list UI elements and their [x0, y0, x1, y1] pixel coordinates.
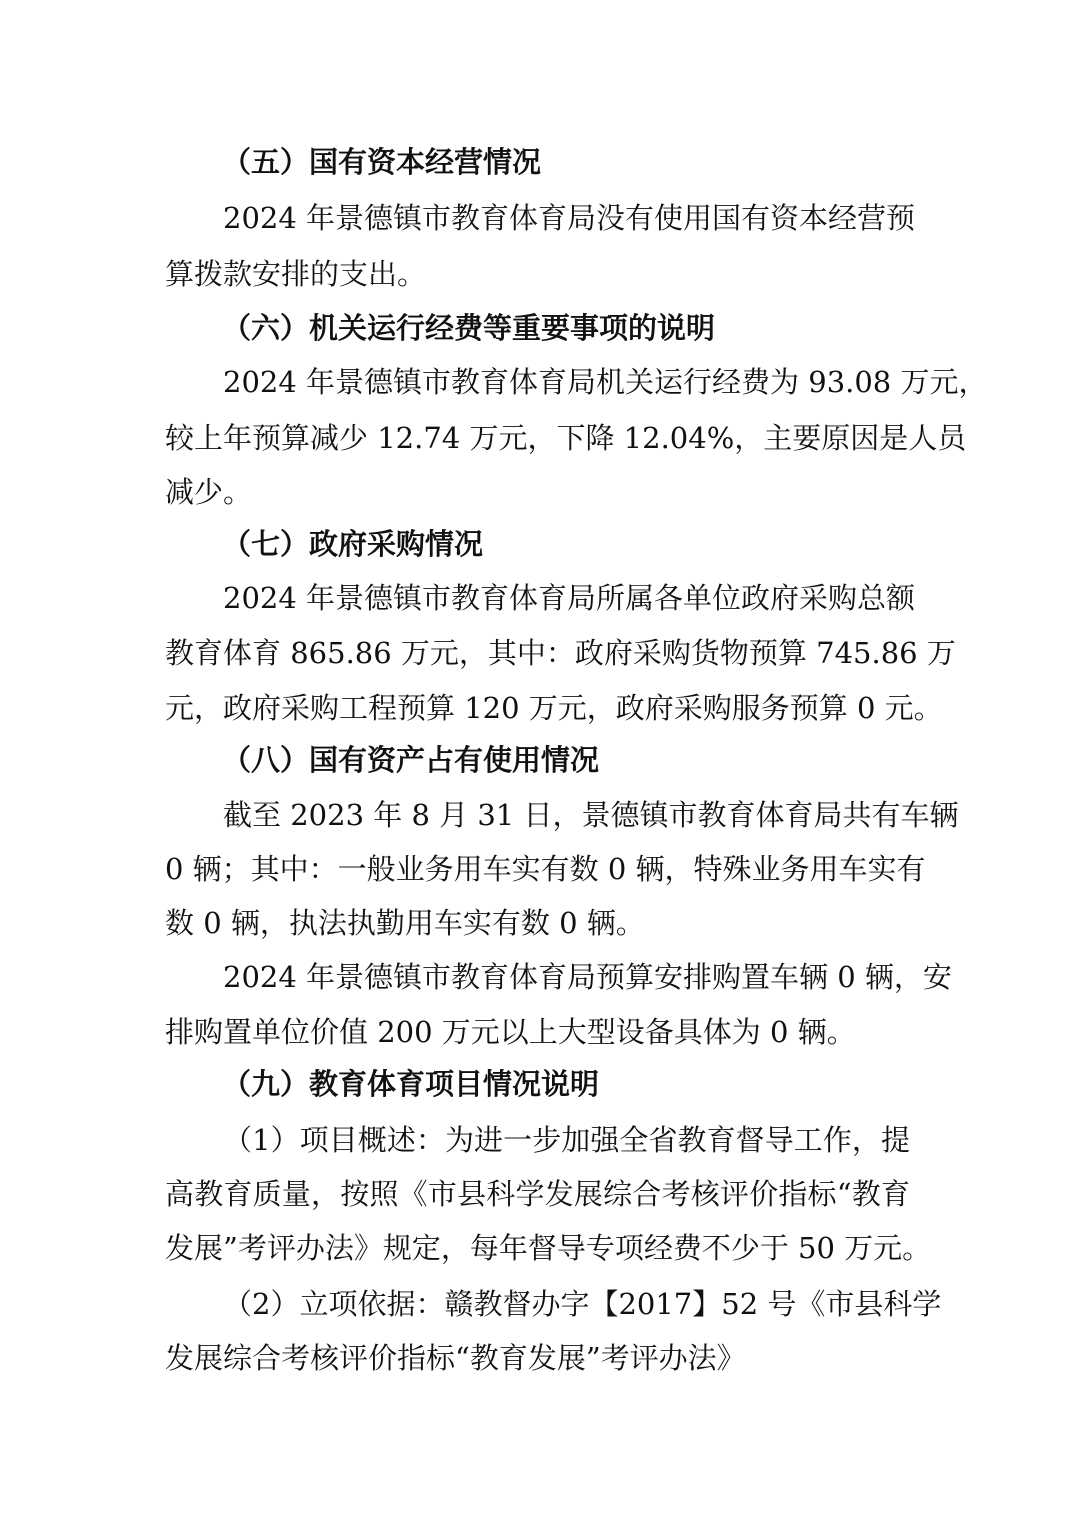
line-text: 2024 年景德镇市教育体育局机关运行经费为 93.08 万元，: [223, 365, 988, 399]
line-text: 减少。: [165, 475, 253, 509]
line-text: 元，政府采购工程预算 120 万元，政府采购服务预算 0 元。: [165, 691, 943, 725]
line-text: 2024 年景德镇市教育体育局没有使用国有资本经营预: [223, 201, 916, 235]
heading-text: （六）机关运行经费等重要事项的说明: [222, 311, 716, 345]
line-text: 2024 年景德镇市教育体育局预算安排购置车辆 0 辆，安: [223, 960, 952, 994]
line-text: 截至 2023 年 8 月 31 日，景德镇市教育体育局共有车辆: [223, 798, 959, 832]
line-text: 2024 年景德镇市教育体育局所属各单位政府采购总额: [223, 581, 916, 615]
line-text: 0 辆；其中：一般业务用车实有数 0 辆，特殊业务用车实有: [165, 852, 926, 886]
line-text: 较上年预算减少 12.74 万元，下降 12.04%，主要原因是人员: [165, 421, 967, 455]
line-text: 算拨款安排的支出。: [165, 257, 427, 291]
line-text: 发展综合考核评价指标“教育发展”考评办法》: [165, 1341, 746, 1375]
heading-text: （八）国有资产占有使用情况: [222, 743, 600, 777]
line-text: 高教育质量，按照《市县科学发展综合考核评价指标“教育: [165, 1177, 910, 1211]
line-text: 数 0 辆，执法执勤用车实有数 0 辆。: [165, 906, 645, 940]
line-text: （2）立项依据：赣教督办字【2017】52 号《市县科学: [223, 1287, 942, 1321]
line-text: 发展”考评办法》规定，每年督导专项经费不少于 50 万元。: [165, 1231, 932, 1265]
heading-text: （七）政府采购情况: [222, 527, 484, 561]
line-text: 排购置单位价值 200 万元以上大型设备具体为 0 辆。: [165, 1015, 856, 1049]
heading-text: （五）国有资本经营情况: [222, 145, 542, 179]
line-text: 教育体育 865.86 万元，其中：政府采购货物预算 745.86 万: [165, 636, 956, 670]
heading-text: （九）教育体育项目情况说明: [222, 1067, 600, 1101]
line-text: （1）项目概述：为进一步加强全省教育督导工作，提: [223, 1123, 910, 1157]
